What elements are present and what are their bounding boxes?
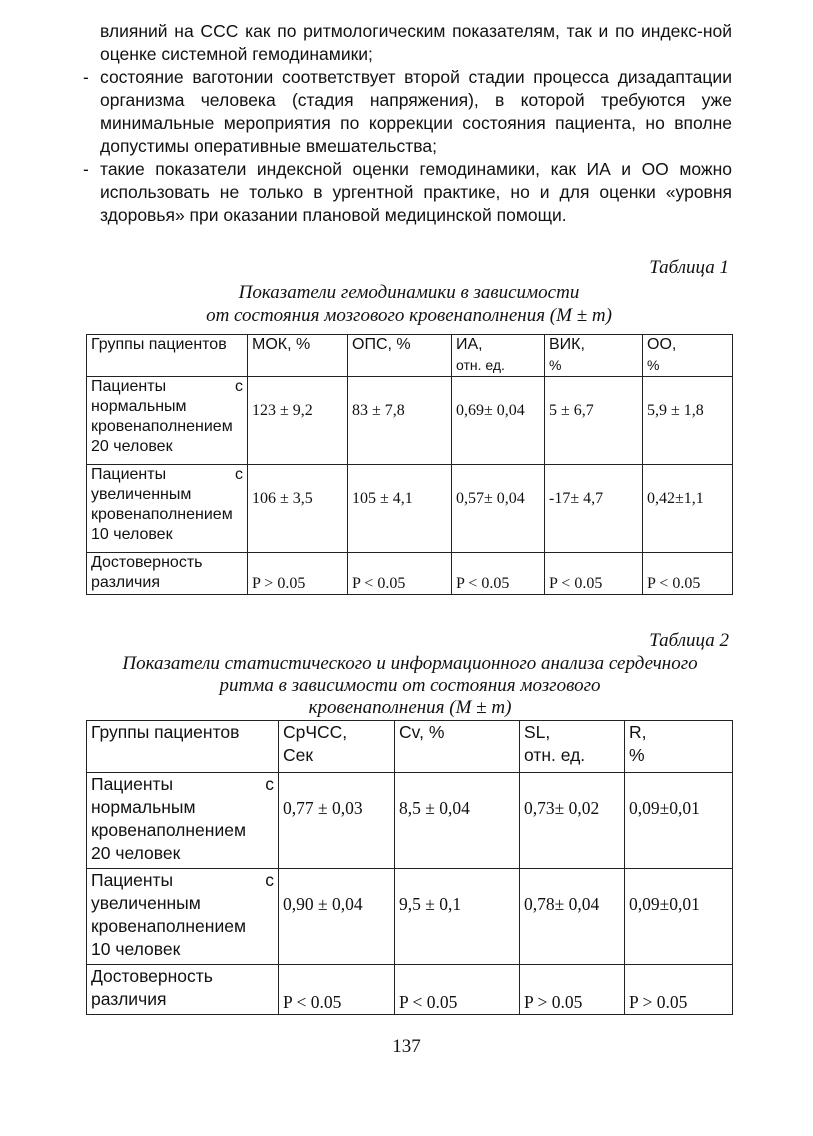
table2-caption [60,653,760,719]
table-header-row [87,335,733,377]
bullet-text: такие показатели индексной оценки гемодинамики, как ИА и ОО можно использовать не только в ургентной практике, но и для оценки «уровня здоровья» при оказании плановой медицинской помощи. [100,159,732,225]
value-cell: 0,57± 0,04 [452,465,545,553]
table2-label: Таблица 2 [649,630,729,651]
header-line: % [647,357,660,373]
header-line: ВИК, [549,336,585,353]
table-row-significance [87,965,733,1015]
page-number: 137 [392,1036,421,1057]
header-cell: ОПС, % [348,335,452,377]
value-cell: 0,09±0,01 [625,869,733,965]
group-line: Достоверность [91,966,213,986]
group-cell [87,965,279,1015]
table-row [87,465,733,553]
group-line: увеличенным [91,486,192,503]
header-line: ОО, [647,336,677,353]
value-cell: P < 0.05 [545,553,643,595]
header-line: СрЧСС, [283,722,348,742]
value-cell: 8,5 ± 0,04 [395,773,520,869]
table-row [87,869,733,965]
group-line: 20 человек [91,438,173,455]
value-cell: -17± 4,7 [545,465,643,553]
header-cell [625,721,733,773]
value-cell: P > 0.05 [248,553,348,595]
group-cell [87,869,279,965]
group-line: увеличенным [91,893,201,913]
group-line: с [235,378,243,395]
value-cell: 9,5 ± 0,1 [395,869,520,965]
header-line: отн. ед. [456,357,505,373]
table1-caption-line: от состояния мозгового кровенаполнения (М ± m) [206,305,612,326]
value-cell: P < 0.05 [279,965,395,1015]
group-line: Достоверность [91,554,203,571]
group-line: 20 человек [91,843,181,863]
group-line: нормальным [91,797,196,817]
group-cell [87,773,279,869]
group-line: Пациенты [91,466,167,483]
group-line: с [265,870,274,890]
bullet-text: состояние ваготонии соответствует второй стадии процесса дизадаптации организма человека (стадия напряжения), в которой требуются уже минимальные мероприятия по коррекции состояния пациента, но вполне допустимы оперативные вмешательства; [100,67,732,156]
group-line: Пациенты [91,870,174,890]
table1-caption-line: Показатели гемодинамики в зависимости [238,282,580,303]
value-cell: P < 0.05 [643,553,733,595]
header-line: % [629,745,645,765]
value-cell: 83 ± 7,8 [348,377,452,465]
header-cell: Группы пациентов [87,335,248,377]
table2 [86,720,733,1015]
header-cell [279,721,395,773]
value-cell: 0,69± 0,04 [452,377,545,465]
intro-bullet-1 [83,66,732,158]
value-cell: 5 ± 6,7 [545,377,643,465]
group-line: кровенаполнением [91,916,246,936]
group-cell [87,465,248,553]
table-row-significance [87,553,733,595]
header-line: Сек [283,745,314,765]
value-cell: P > 0.05 [520,965,625,1015]
intro-bullet-2 [83,158,732,227]
value-cell: 0,90 ± 0,04 [279,869,395,965]
group-line: нормальным [91,398,187,415]
value-cell: 0,73± 0,02 [520,773,625,869]
intro-paragraph-continuation: влияний на ССС как по ритмологическим показателям, так и по индекс-ной оценке системной гемодинамики; [100,21,732,64]
bullet-dash: - [83,159,89,179]
header-cell: МОК, % [248,335,348,377]
group-line: 10 человек [91,526,173,543]
table2-caption-line: Показатели статистического и информационного анализа сердечного [122,653,698,674]
value-cell: 106 ± 3,5 [248,465,348,553]
group-cell [87,377,248,465]
group-line: с [265,774,274,794]
header-cell [520,721,625,773]
header-cell [545,335,643,377]
table2-caption-line: ритма в зависимости от состояния мозгового [219,675,601,696]
group-line: кровенаполнением [91,418,233,435]
group-line: 10 человек [91,939,181,959]
group-line: кровенаполнением [91,506,233,523]
value-cell: 0,09±0,01 [625,773,733,869]
table-header-row [87,721,733,773]
group-line: с [235,466,243,483]
group-cell [87,553,248,595]
header-line: отн. ед. [524,745,586,765]
group-line: различия [91,989,167,1009]
value-cell: 0,42±1,1 [643,465,733,553]
group-line: различия [91,574,160,591]
header-cell [452,335,545,377]
value-cell: P < 0.05 [395,965,520,1015]
value-cell: 0,78± 0,04 [520,869,625,965]
table1-caption [86,281,732,327]
header-line: SL, [524,722,551,742]
group-line: Пациенты [91,378,167,395]
header-cell [643,335,733,377]
header-line: % [549,357,562,373]
value-cell: 0,77 ± 0,03 [279,773,395,869]
header-line: R, [629,722,647,742]
value-cell: 5,9 ± 1,8 [643,377,733,465]
table1-label: Таблица 1 [649,257,729,278]
value-cell: P > 0.05 [625,965,733,1015]
group-line: Пациенты [91,774,174,794]
bullet-dash: - [83,67,89,87]
value-cell: P < 0.05 [452,553,545,595]
value-cell: 105 ± 4,1 [348,465,452,553]
table-row [87,377,733,465]
table2-caption-line: кровенаполнения (М ± m) [308,697,512,718]
header-line: ИА, [456,336,483,353]
table1 [86,334,733,595]
table-row [87,773,733,869]
header-cell: Группы пациентов [87,721,279,773]
value-cell: 123 ± 9,2 [248,377,348,465]
intro-text [83,20,732,227]
header-cell: Cv, % [395,721,520,773]
value-cell: P < 0.05 [348,553,452,595]
group-line: кровенаполнением [91,820,246,840]
